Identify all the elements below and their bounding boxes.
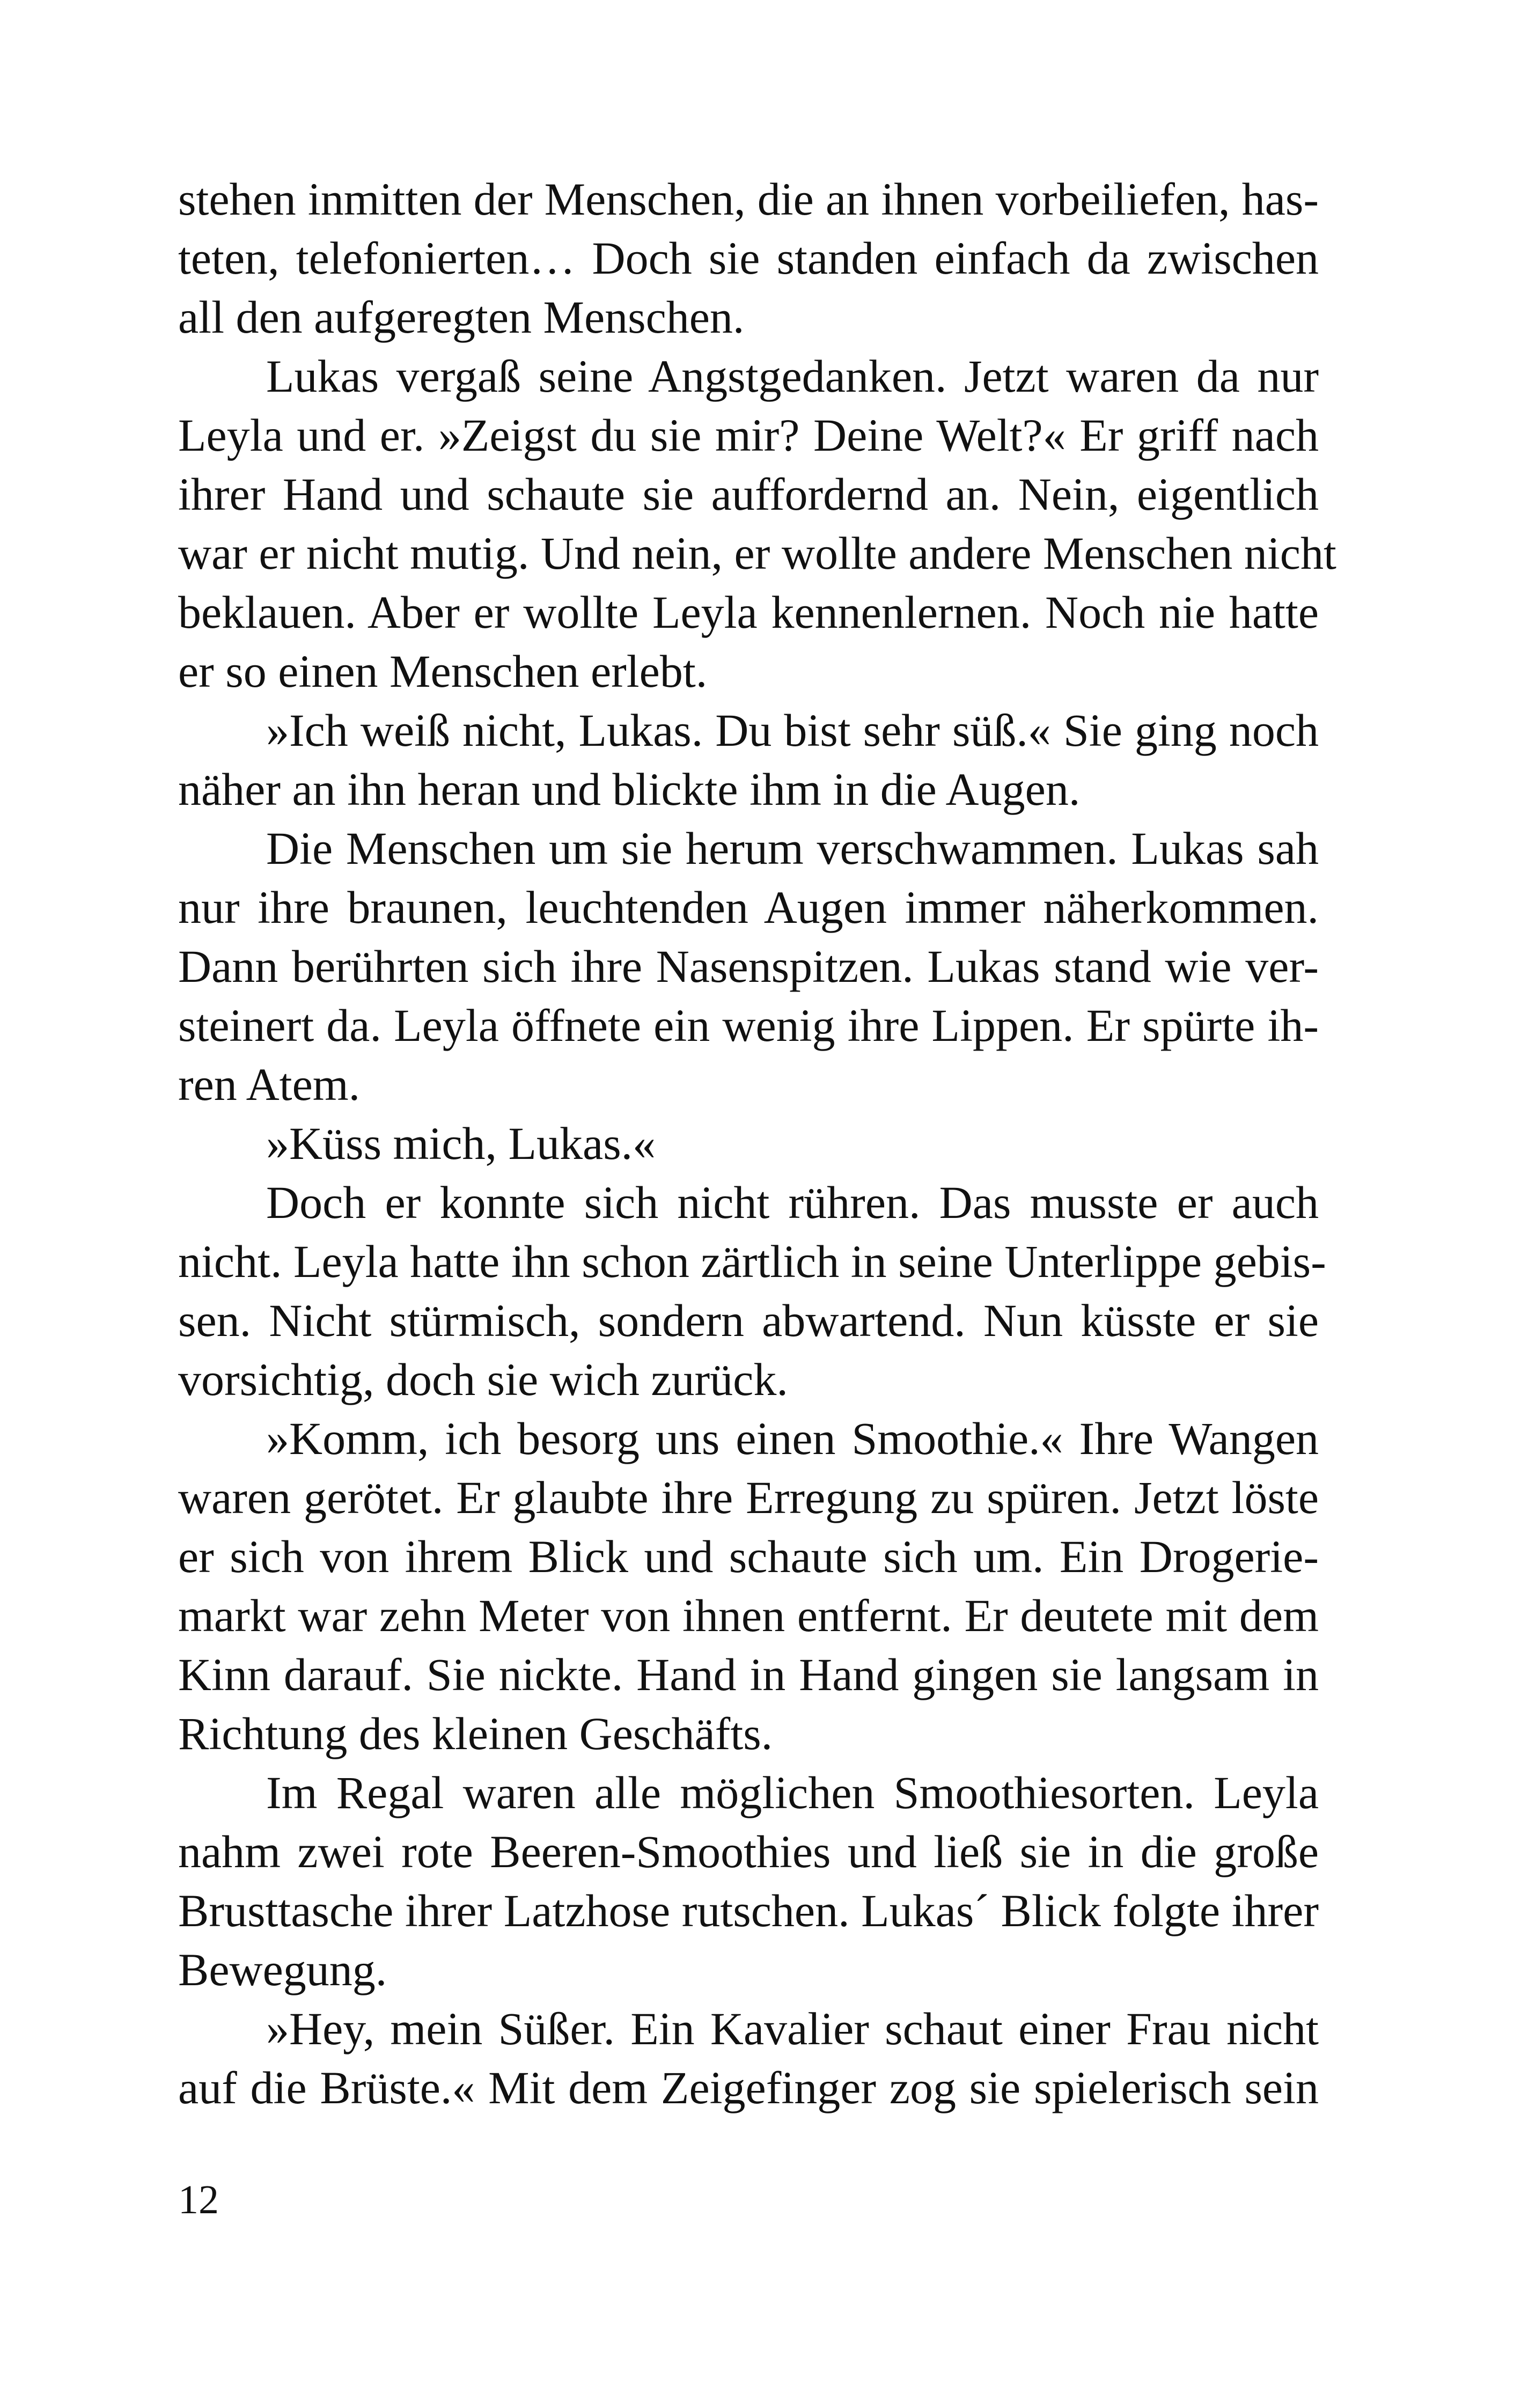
text-line: Lukas vergaß seine Angstgedanken. Jetzt waren da nur — [266, 350, 1319, 402]
text-line: Richtung des kleinen Geschäfts. — [178, 1708, 773, 1759]
text-line: »Küss mich, Lukas.« — [266, 1118, 656, 1169]
text-line: steinert da. Leyla öffnete ein wenig ihre Lippen. Er spürte ih- — [178, 1000, 1319, 1051]
text-line: ihrer Hand und schaute sie auffordernd an. Nein, eigentlich — [178, 468, 1319, 520]
text-line: stehen inmitten der Menschen, die an ihnen vorbeiliefen, has- — [178, 173, 1319, 225]
text-line: Bewegung. — [178, 1944, 387, 1995]
text-line: beklauen. Aber er wollte Leyla kennenlernen. Noch nie hatte — [178, 586, 1319, 638]
text-line: nicht. Leyla hatte ihn schon zärtlich in seine Unterlippe gebis- — [178, 1236, 1326, 1287]
text-line: »Ich weiß nicht, Lukas. Du bist sehr süß.« Sie ging noch — [266, 704, 1319, 756]
text-line: all den aufgeregten Menschen. — [178, 291, 745, 343]
body-text — [178, 170, 1336, 2117]
text-line: Im Regal waren alle möglichen Smoothiesorten. Leyla — [266, 1767, 1319, 1818]
text-line: Brusttasche ihrer Latzhose rutschen. Lukas´ Blick folgte ihrer — [178, 1885, 1319, 1936]
text-line: Kinn darauf. Sie nickte. Hand in Hand gingen sie langsam in — [178, 1649, 1319, 1700]
text-line: näher an ihn heran und blickte ihm in die Augen. — [178, 763, 1081, 815]
text-line: Leyla und er. »Zeigst du sie mir? Deine Welt?« Er griff nach — [178, 409, 1319, 461]
page-number: 12 — [178, 2177, 219, 2222]
text-line: auf die Brüste.« Mit dem Zeigefinger zog sie spielerisch sein — [178, 2062, 1319, 2113]
text-line: Doch er konnte sich nicht rühren. Das musste er auch — [266, 1177, 1319, 1228]
text-line: markt war zehn Meter von ihnen entfernt. Er deutete mit dem — [178, 1590, 1319, 1641]
text-line: Dann berührten sich ihre Nasenspitzen. Lukas stand wie ver- — [178, 941, 1319, 992]
text-line: nahm zwei rote Beeren-Smoothies und ließ sie in die große — [178, 1826, 1319, 1877]
text-line: teten, telefonierten… Doch sie standen einfach da zwischen — [178, 232, 1319, 284]
text-line: ren Atem. — [178, 1059, 361, 1110]
text-line: Die Menschen um sie herum verschwammen. Lukas sah — [266, 823, 1319, 874]
text-line: nur ihre braunen, leuchtenden Augen immer näherkommen. — [178, 882, 1319, 933]
text-line: »Komm, ich besorg uns einen Smoothie.« Ihre Wangen — [266, 1413, 1319, 1464]
text-line: »Hey, mein Süßer. Ein Kavalier schaut einer Frau nicht — [266, 2003, 1319, 2054]
text-line: war er nicht mutig. Und nein, er wollte andere Menschen nicht — [178, 527, 1336, 579]
text-line: er so einen Menschen erlebt. — [178, 645, 708, 697]
text-line: waren gerötet. Er glaubte ihre Erregung zu spüren. Jetzt löste — [178, 1472, 1319, 1523]
text-line: vorsichtig, doch sie wich zurück. — [178, 1354, 788, 1405]
text-line: er sich von ihrem Blick und schaute sich um. Ein Drogerie- — [178, 1531, 1319, 1582]
text-line: sen. Nicht stürmisch, sondern abwartend. Nun küsste er sie — [178, 1295, 1319, 1346]
